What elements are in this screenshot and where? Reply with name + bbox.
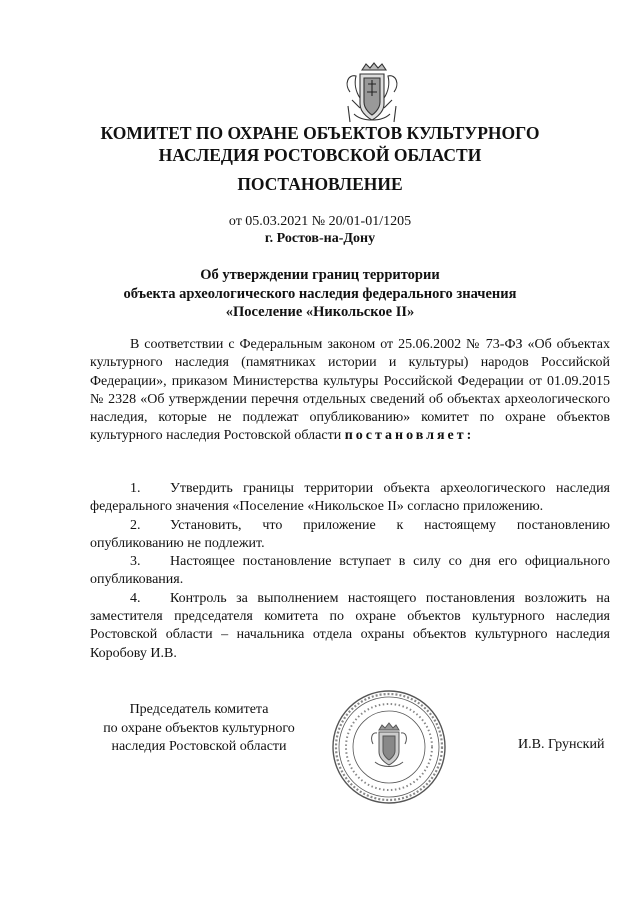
list-item [90,480,610,517]
coat-of-arms-icon [342,62,402,128]
item-text: Установить, что приложение к настоящему постановлению опубликованию не подлежит. [90,517,610,551]
issuer-line-1: КОМИТЕТ ПО ОХРАНЕ ОБЪЕКТОВ КУЛЬТУРНОГО [100,123,540,143]
signatory-name: И.В. Грунский [518,737,605,752]
subject-line-1: Об утверждении границ территории [200,267,440,283]
issuer-line-2: НАСЛЕДИЯ РОСТОВСКОЙ ОБЛАСТИ [158,145,482,165]
resolution-items [90,480,610,663]
item-number: 2. [130,517,141,533]
date-and-number: от 05.03.2021 № 20/01-01/1205 [228,214,412,229]
signatory-position [84,701,314,757]
document-type: ПОСТАНОВЛЕНИЕ [237,174,403,194]
item-number: 3. [130,554,141,570]
list-item [90,553,610,590]
position-line-3: наследия Ростовской области [111,739,287,754]
subject-line-2: объекта археологического наследия федерального значения [123,285,517,302]
list-item [90,590,610,663]
item-text: Утвердить границы территории объекта археологического наследия федерального значения «Поселение «Никольское II» согласно приложению. [90,481,610,515]
document-subject [0,266,640,322]
item-text: Настоящее постановление вступает в силу со дня его официального опубликования. [90,554,610,588]
decree-word: постановляет: [344,428,475,444]
item-number: 4. [130,590,141,606]
item-number: 1. [130,481,141,496]
preamble-text: В соответствии с Федеральным законом от 25.06.2002 № 73-ФЗ «Об объектах культурного наследия (памятниках истории и культуры) народов Российской Федерации», приказом Министерства культуры Российской Федерации от 01.09.2015 № 2328 «Об утверждении перечня отдельных сведений об объектах археологического наследия, которые не подлежат опубликованию» комитет по охране объектов культурного наследия Ростовской области [90,337,610,444]
list-item [90,517,610,554]
official-seal-icon [330,688,448,806]
subject-line-3: «Поселение «Никольское II» [225,304,415,320]
issuer-heading [0,122,640,166]
preamble-paragraph [90,336,610,446]
issue-city: г. Ростов-на-Дону [264,231,376,246]
position-line-2: по охране объектов культурного [103,720,295,736]
position-line-1: Председатель комитета [129,702,269,717]
item-text: Контроль за выполнением настоящего постановления возложить на заместителя председателя комитета по охране объектов культурного наследия Ростовской области – начальника отдела охраны объектов культурного наследия Коробову И.В. [90,590,610,661]
